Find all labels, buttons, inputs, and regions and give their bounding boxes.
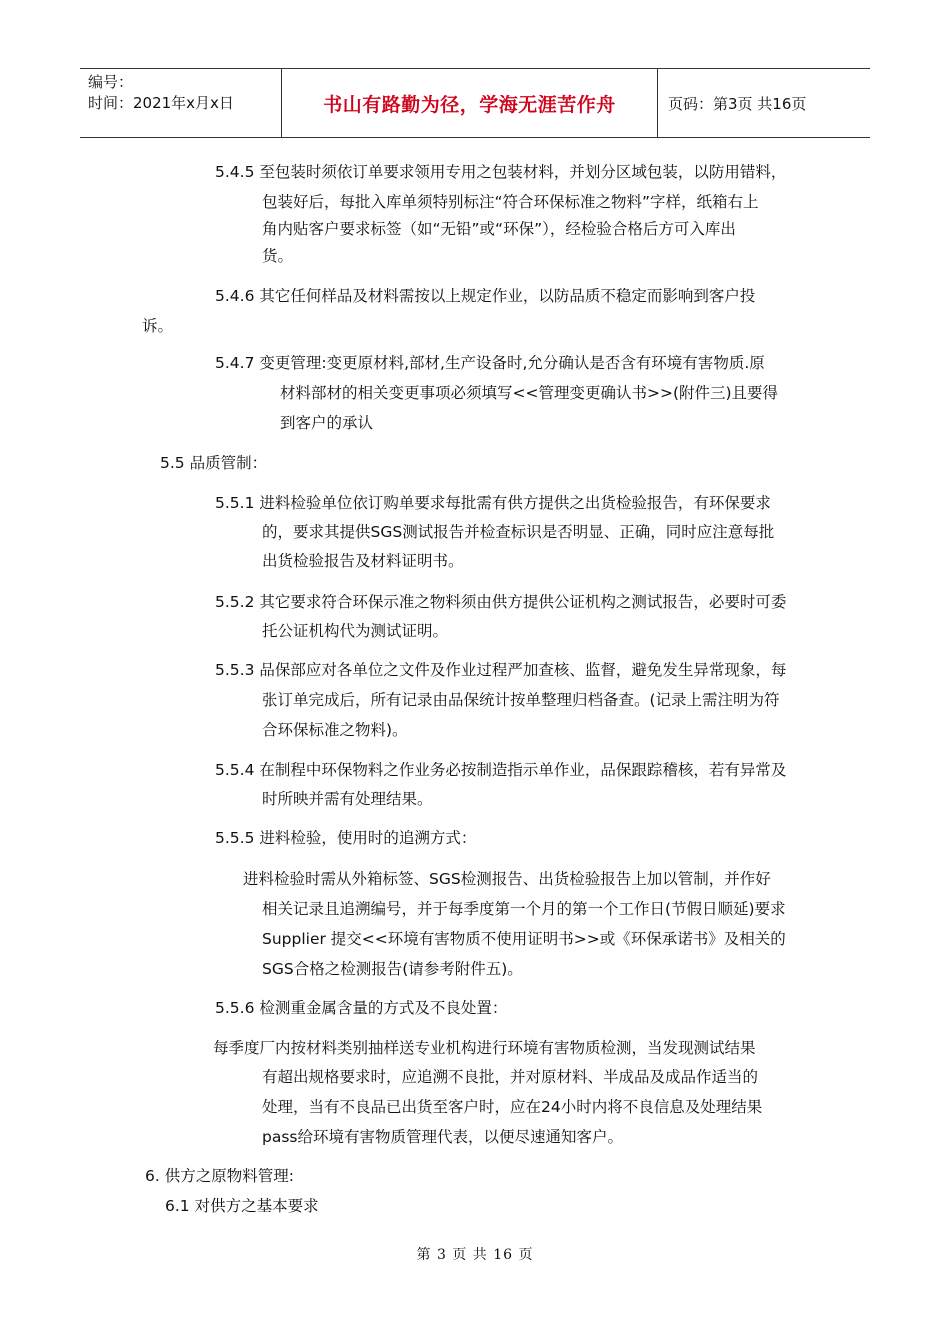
time-label: 时间：2021年x月x日	[88, 94, 234, 112]
para-line: 5.5.3 品保部应对各单位之文件及作业过程严加查核、监督，避免发生异常现象，每	[215, 661, 787, 679]
header-page-number: 页码：第3页 共16页	[668, 94, 807, 113]
para-line: 张订单完成后，所有记录由品保统计按单整理归档备查。(记录上需注明为符	[262, 691, 780, 709]
para-line: 5.4.7 变更管理:变更原材料,部材,生产设备时,允分确认是否含有环境有害物质.原	[215, 354, 765, 372]
header-motto: 书山有路勤为径，学海无涯苦作舟	[282, 69, 658, 137]
para-line: 进料检验时需从外箱标签、SGS检测报告、出货检验报告上加以管制，并作好	[243, 870, 771, 888]
para-line: 诉。	[142, 317, 174, 335]
para-line: 包装好后，每批入库单须特别标注“符合环保标准之物料”字样，纸箱右上	[262, 193, 759, 211]
para-line: 货。	[262, 247, 294, 265]
para-line: 的，要求其提供SGS测试报告并检查标识是否明显、正确，同时应注意每批	[262, 523, 775, 541]
para-line: 相关记录且追溯编号，并于每季度第一个月的第一个工作日(节假日顺延)要求	[262, 900, 786, 918]
para-line: 时所映并需有处理结果。	[262, 790, 433, 808]
section-heading: 6. 供方之原物料管理:	[145, 1167, 294, 1185]
section-heading: 5.5 品质管制：	[160, 454, 268, 472]
para-line: 合环保标准之物料)。	[262, 721, 408, 739]
para-line: 5.5.2 其它要求符合环保示准之物料须由供方提供公证机构之测试报告，必要时可委	[215, 593, 787, 611]
number-label: 编号：	[88, 73, 134, 91]
page-header	[80, 68, 870, 138]
para-line: pass给环境有害物质管理代表，以便尽速通知客户。	[262, 1128, 623, 1146]
para-line: 5.4.6 其它任何样品及材料需按以上规定作业，以防品质不稳定而影响到客户投	[215, 287, 756, 305]
page-footer: 第 3 页 共 16 页	[416, 1247, 534, 1263]
para-line: 角内贴客户要求标签（如“无铅”或“环保”），经检验合格后方可入库出	[262, 220, 736, 238]
para-line: 有超出规格要求时，应追溯不良批，并对原材料、半成品及成品作适当的	[262, 1068, 759, 1086]
para-line: 每季度厂内按材料类别抽样送专业机构进行环境有害物质检测，当发现测试结果	[213, 1039, 756, 1057]
para-line: 5.5.6 检测重金属含量的方式及不良处置：	[215, 999, 508, 1017]
subsection-heading: 6.1 对供方之基本要求	[165, 1197, 319, 1215]
para-line: SGS合格之检测报告(请参考附件五)。	[262, 960, 523, 978]
para-line: 5.5.1 进料检验单位依订购单要求每批需有供方提供之出货检验报告，有环保要求	[215, 494, 771, 512]
para-line: 托公证机构代为测试证明。	[262, 622, 449, 640]
para-line: 处理，当有不良品已出货至客户时，应在24小时内将不良信息及处理结果	[262, 1098, 763, 1116]
para-line: 5.5.5 进料检验，使用时的追溯方式：	[215, 829, 477, 847]
para-line: Supplier 提交<<环境有害物质不使用证明书>>或《环保承诺书》及相关的	[262, 930, 786, 948]
para-line: 出货检验报告及材料证明书。	[262, 552, 464, 570]
para-line: 5.5.4 在制程中环保物料之作业务必按制造指示单作业，品保跟踪稽核，若有异常及	[215, 761, 787, 779]
para-line: 材料部材的相关变更事项必须填写<<管理变更确认书>>(附件三)且要得	[280, 384, 779, 402]
header-meta	[80, 69, 282, 137]
para-line: 到客户的承认	[280, 414, 374, 432]
para-line: 5.4.5 至包装时须依订单要求领用专用之包装材料，并划分区域包装，以防用错料，	[215, 163, 787, 181]
